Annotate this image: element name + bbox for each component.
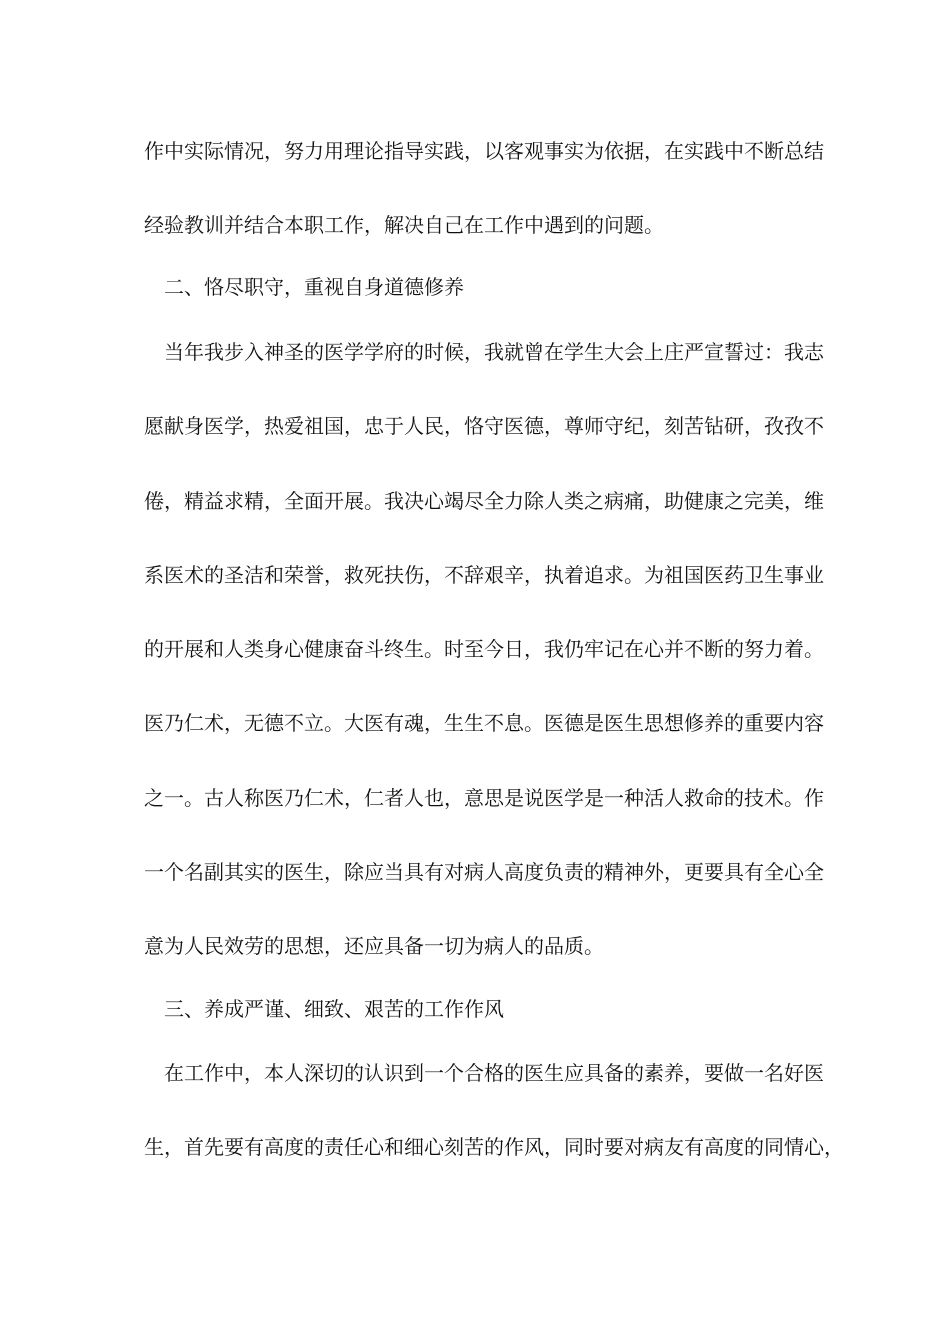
body-text-line: 在工作中，本人深切的认识到一个合格的医生应具备的素养，要做一名好医 [164, 1061, 824, 1085]
body-text-line: 意为人民效劳的思想，还应具备一切为病人的品质。 [144, 934, 604, 958]
body-text-line: 生，首先要有高度的责任心和细心刻苦的作风，同时要对病友有高度的同情心， [144, 1135, 844, 1159]
body-text-line: 倦，精益求精，全面开展。我决心竭尽全力除人类之病痛，助健康之完美，维 [144, 489, 824, 513]
body-text-line: 愿献身医学，热爱祖国，忠于人民，恪守医德，尊师守纪，刻苦钻研，孜孜不 [144, 414, 824, 438]
body-text-line: 当年我步入神圣的医学学府的时候，我就曾在学生大会上庄严宣誓过：我志 [164, 340, 824, 364]
body-text-line: 系医术的圣洁和荣誉，救死扶伤，不辞艰辛，执着追求。为祖国医药卫生事业 [144, 563, 824, 587]
body-text-line: 经验教训并结合本职工作，解决自己在工作中遇到的问题。 [144, 213, 664, 237]
section-heading: 三、养成严谨、细致、艰苦的工作作风 [164, 997, 504, 1021]
body-text-line: 作中实际情况，努力用理论指导实践，以客观事实为依据，在实践中不断总结 [144, 139, 824, 163]
body-text-line: 之一。古人称医乃仁术，仁者人也，意思是说医学是一种活人救命的技术。作 [144, 786, 824, 810]
body-text-line: 的开展和人类身心健康奋斗终生。时至今日，我仍牢记在心并不断的努力着。 [144, 637, 824, 661]
section-heading: 二、恪尽职守，重视自身道德修养 [164, 275, 464, 299]
body-text-line: 一个名副其实的医生，除应当具有对病人高度负责的精神外，更要具有全心全 [144, 860, 824, 884]
body-text-line: 医乃仁术，无德不立。大医有魂，生生不息。医德是医生思想修养的重要内容 [144, 711, 824, 735]
